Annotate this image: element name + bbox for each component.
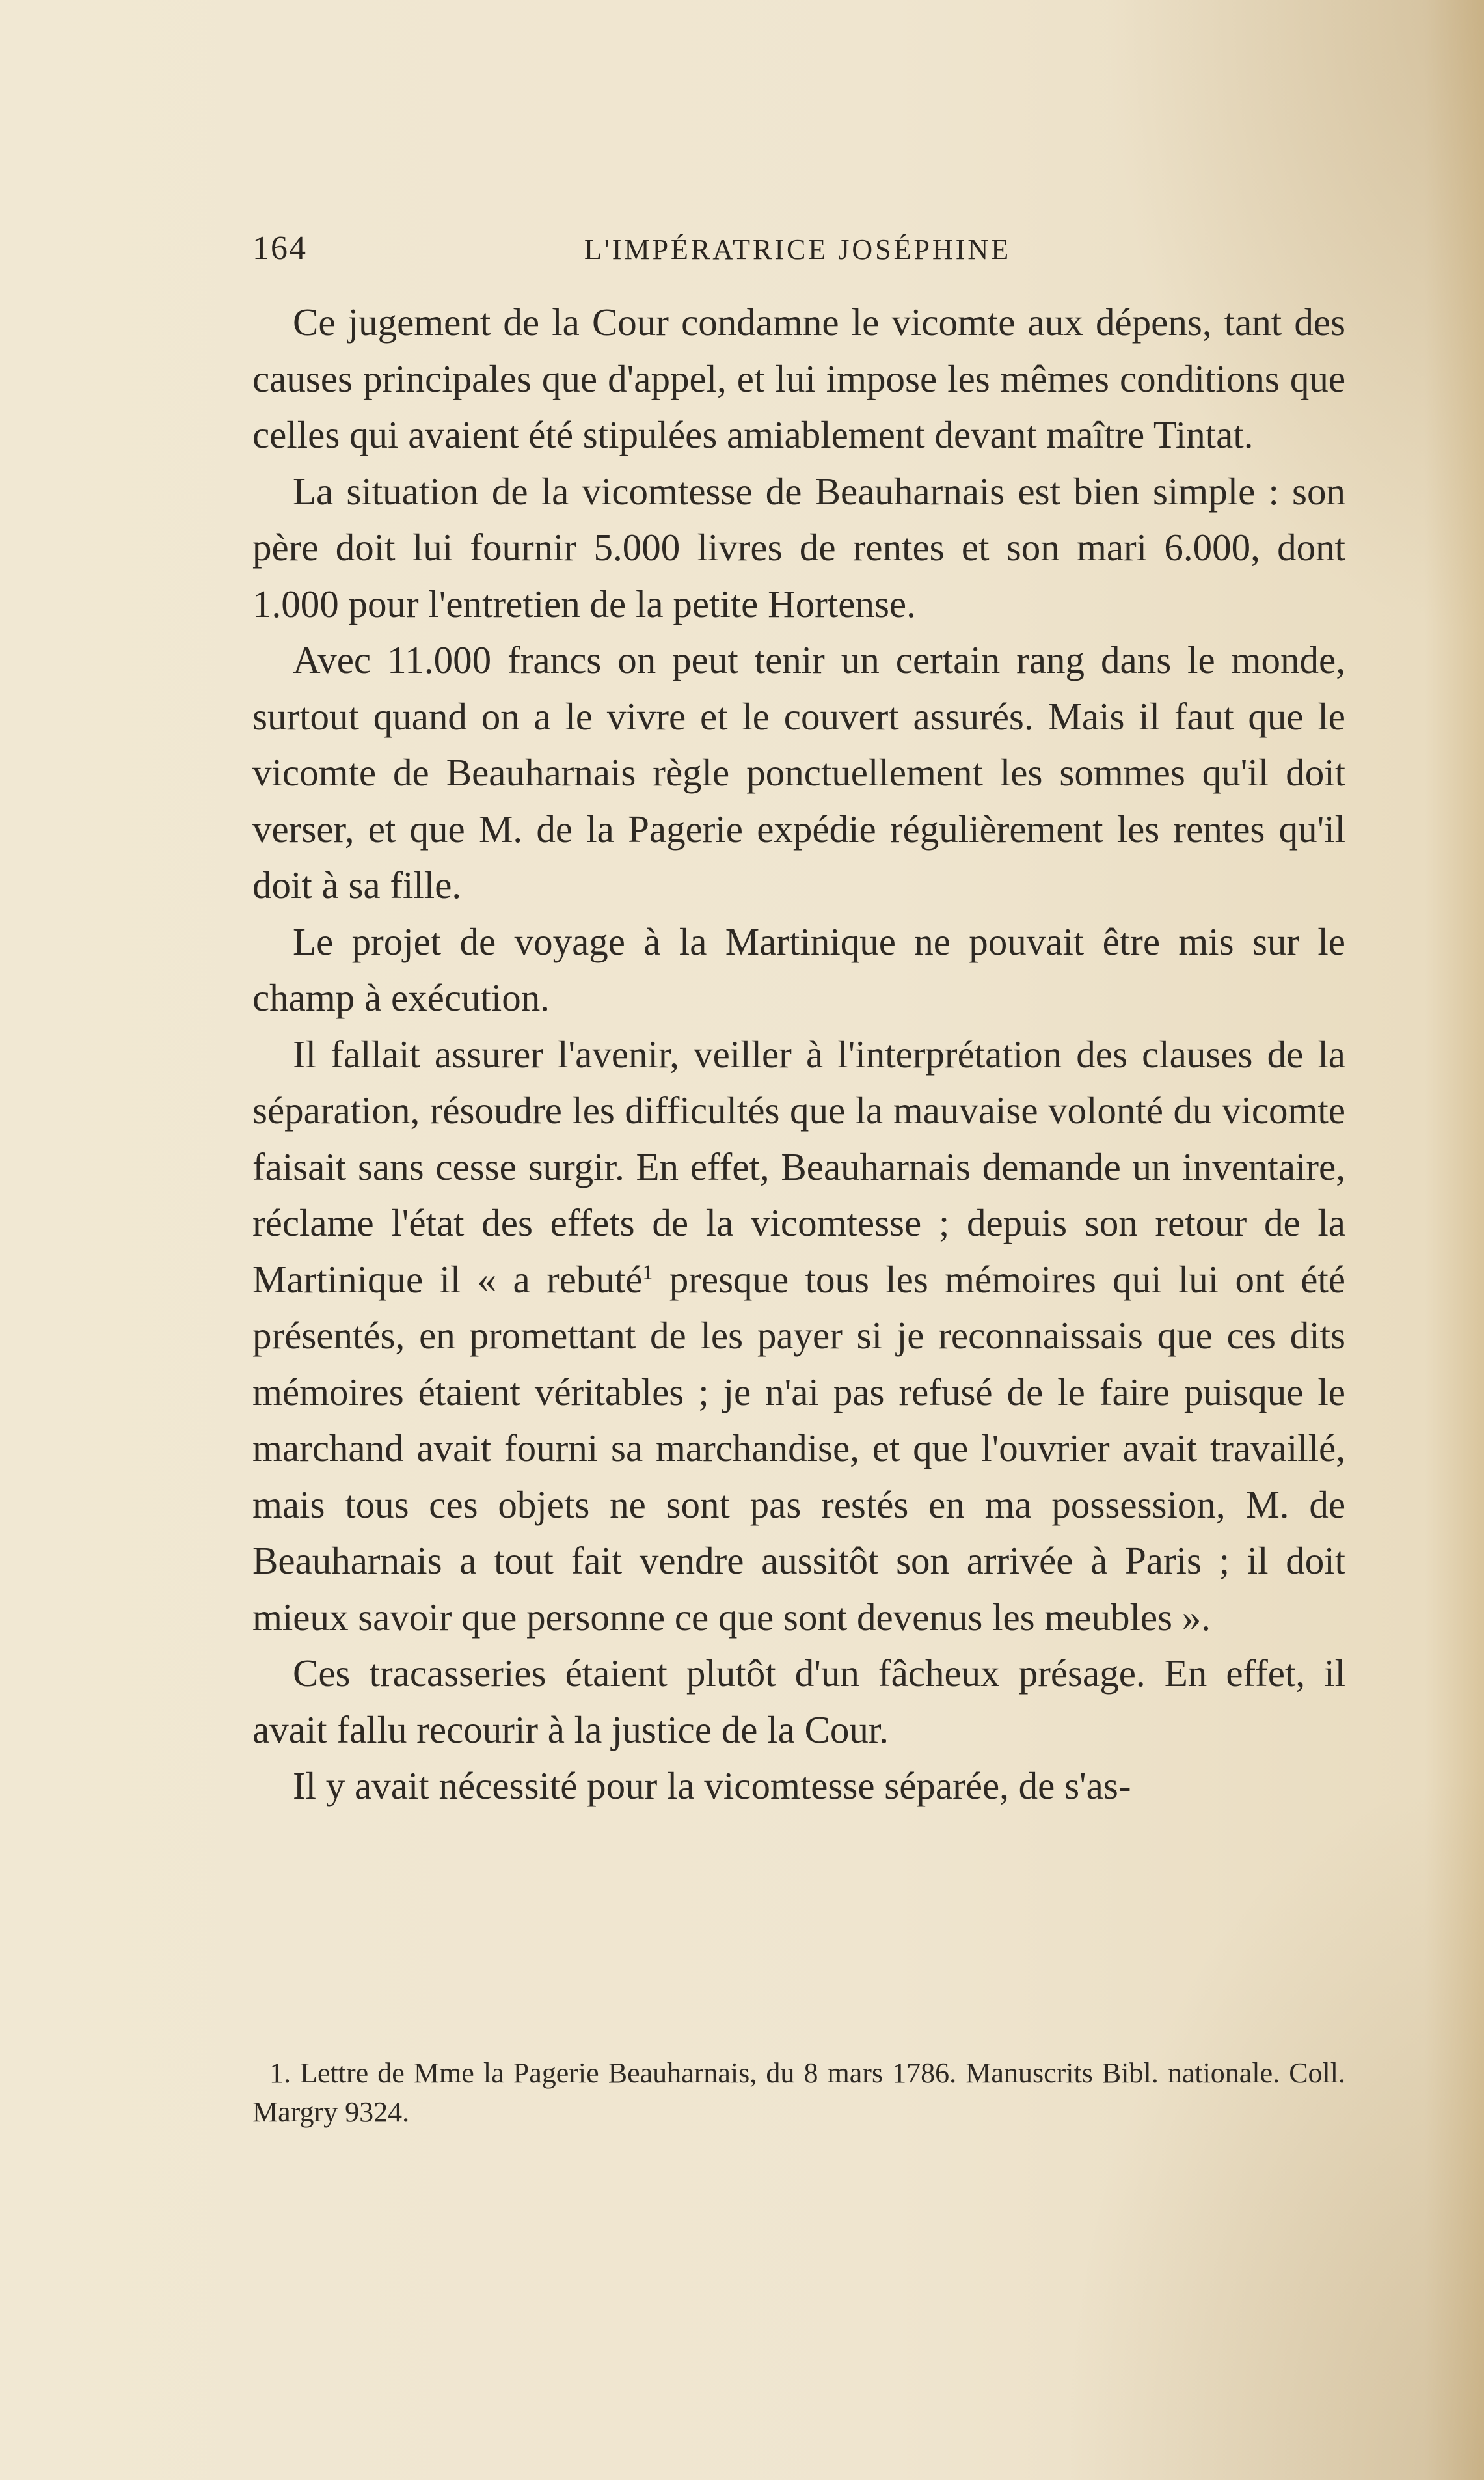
footnote — [252, 2054, 1345, 2132]
body-text — [252, 294, 1345, 1814]
footnote-text: 1. Lettre de Mme la Pagerie Beauharnais, du 8 mars 1786. Manuscrits Bibl. nationale. Coll. Margry 9324. — [252, 2057, 1345, 2128]
paragraph: Ce jugement de la Cour condamne le vicomte aux dépens, tant des causes principales que d'appel, et lui impose les mêmes conditions que celles qui avaient été stipulées amiablement devant maître Tintat. — [252, 301, 1345, 456]
page-number: 164 — [252, 230, 307, 267]
paragraph: Le projet de voyage à la Martinique ne pouvait être mis sur le champ à exécution. — [252, 920, 1345, 1019]
paragraph: La situation de la vicomtesse de Beauharnais est bien simple : son père doit lui fournir 5.000 livres de rentes et son mari 6.000, dont 1.000 pour l'entretien de la petite Hortense. — [252, 469, 1345, 625]
running-title: L'IMPÉRATRICE JOSÉPHINE — [584, 234, 1012, 266]
paragraph — [252, 1026, 1345, 1646]
paragraph-text: Il fallait assurer l'avenir, veiller à l'interprétation des clauses de la séparation, résoudre les difficultés que la mauvaise volonté du vicomte faisait sans cesse surgir. En effet, Beauharnais demande un inventaire, réclame l'état des effets de la vicomtesse ; depuis son retour de la Martinique il « a rebuté — [252, 1032, 1345, 1301]
paragraph-text: presque tous les mémoires qui lui ont été présentés, en promettant de les payer si je reconnaissais que ces dits mémoires étaient véritables ; je n'ai pas refusé de le faire puisque le marchand avait fourni sa marchandise, et que l'ouvrier avait travaillé, mais tous ces objets ne sont pas restés en ma possession, M. de Beauharnais a tout fait vendre aussitôt son arrivée à Paris ; il doit mieux savoir que personne ce que sont devenus les meubles ». — [252, 1257, 1345, 1639]
paragraph: Avec 11.000 francs on peut tenir un certain rang dans le monde, surtout quand on a le vivre et le couvert assurés. Mais il faut que le vicomte de Beauharnais règle ponctuellement les sommes qu'il doit verser, et que M. de la Pagerie expédie régulièrement les rentes qu'il doit à sa fille. — [252, 638, 1345, 906]
page-header — [252, 229, 1345, 275]
footnote-reference: 1 — [642, 1259, 653, 1283]
paragraph: Il y avait nécessité pour la vicomtesse séparée, de s'as- — [293, 1764, 1131, 1807]
paragraph: Ces tracasseries étaient plutôt d'un fâcheux présage. En effet, il avait fallu recourir à la justice de la Cour. — [252, 1652, 1345, 1751]
